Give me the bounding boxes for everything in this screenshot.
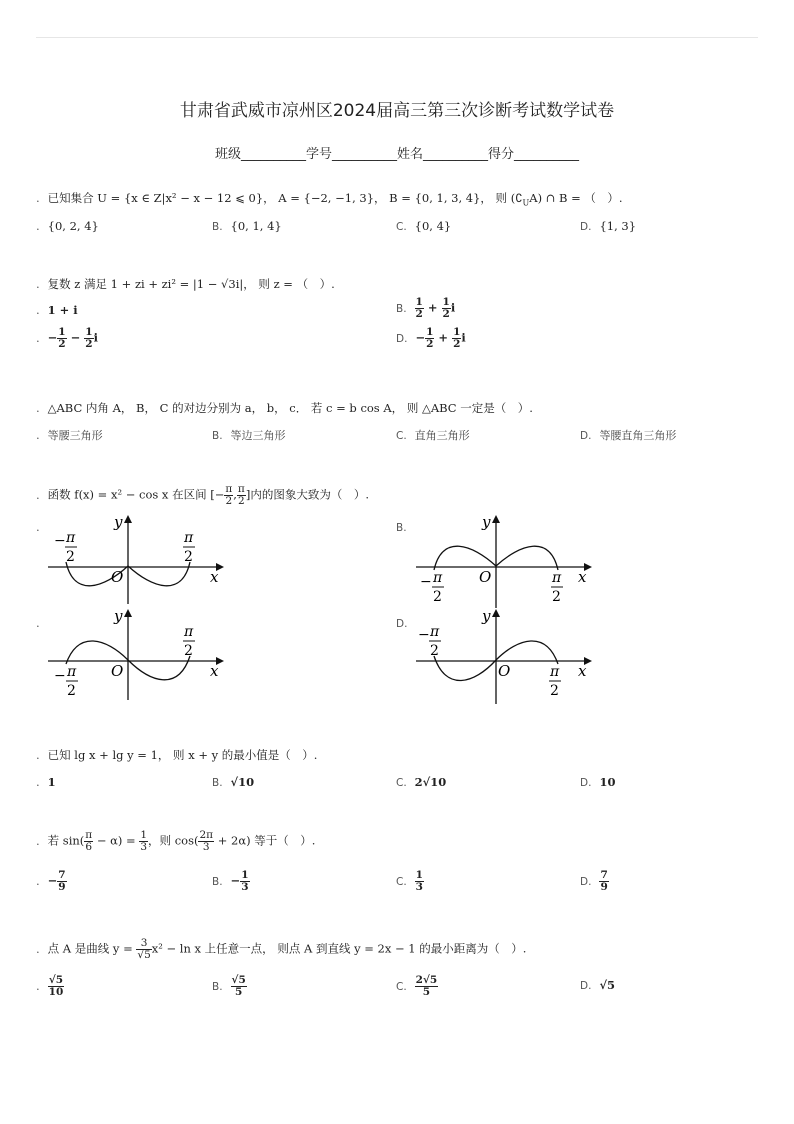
numerator: π [237,483,245,495]
q6-option-c[interactable] [396,870,424,893]
option-label: . [36,873,40,888]
denominator: 2 [225,495,233,508]
q6-option-b[interactable] [212,870,250,893]
option-label: . [36,330,40,345]
numerator: 1 [415,869,423,881]
denominator: 9 [58,881,66,894]
question-3-stem [36,400,533,416]
tick-numerator: π [550,664,560,680]
tick-denominator: 2 [66,549,75,565]
q7-option-a[interactable] [36,975,64,998]
q2-option-c[interactable] [36,327,98,350]
x-axis-label: x [578,662,587,680]
option-label: D. [396,332,408,345]
numerator: 3 [136,938,151,950]
option-text: {0, 4} [414,219,452,233]
option-text: √5 [599,978,615,992]
minus-sign: − [54,668,66,684]
fraction [224,484,233,507]
comma: , [233,487,237,502]
q5-stem-text: 已知 lg x + lg y = 1， 则 x + y 的最小值是（ ）. [47,748,318,762]
fraction [84,830,93,853]
q6-option-d[interactable] [580,870,609,893]
x-axis-label: x [210,662,219,680]
option-text: {0, 2, 4} [47,219,99,233]
q5-option-b[interactable] [212,775,254,789]
option-label: C. [396,875,407,888]
q3-option-d[interactable] [580,427,676,443]
q5-option-d[interactable] [580,775,615,789]
q6-stem-text-b: − α) = [96,833,136,848]
numerator: 7 [600,869,608,881]
numerator: 1 [453,326,461,338]
q4-option-b-graph[interactable] [412,512,602,608]
denominator: 6 [85,841,93,854]
q6-stem-text-a: 若 sin( [47,833,85,848]
fraction [84,327,93,350]
tick-numerator: π [67,664,77,680]
q2-option-b[interactable] [396,297,455,320]
operator: + [427,300,438,315]
question-marker: . [36,401,40,415]
id-blank: __________ [332,147,397,162]
minus-sign: − [47,873,58,888]
option-text: 等腰三角形 [47,429,103,442]
y-axis-label: y [114,607,123,625]
option-text: 2√10 [414,775,447,789]
option-text: {1, 3} [599,219,637,233]
question-marker: . [36,941,40,956]
q7-stem-text-b: x² − ln x 上任意一点， 则点 A 到直线 y = 2x − 1 的最小距离为（ ）. [151,941,527,956]
numerator: 1 [415,296,423,308]
minus-sign: − [415,330,426,345]
class-blank: __________ [240,147,306,162]
origin-label: O [498,662,511,680]
question-7-stem [36,938,526,961]
y-axis-arrow [492,515,500,523]
q6-stem-text-d: + 2α) 等于（ ）. [217,833,316,848]
operator: − [70,330,81,345]
name-blank: __________ [423,147,489,162]
q4-option-d-graph[interactable] [412,606,602,706]
minus-sign: − [420,574,432,590]
q5-option-a[interactable] [36,775,56,789]
fraction [240,870,249,893]
option-label: C. [396,980,407,993]
score-blank: __________ [514,147,580,162]
q3-option-b[interactable] [212,427,286,443]
q7-option-b[interactable] [212,975,247,998]
numerator: √5 [231,974,246,986]
q4-stem-text-a: 函数 f(x) = x² − cos x 在区间 [− [47,487,225,502]
tick-denominator: 2 [550,683,559,699]
option-text: √10 [230,775,255,789]
fraction [452,327,461,350]
denominator: √5 [137,949,151,962]
tick-numerator: π [430,624,440,640]
q5-option-c[interactable] [396,775,446,789]
tick-numerator: π [552,570,562,586]
denominator: 2 [442,308,450,321]
q2-stem-text: 复数 z 满足 1 + zi + zi² = |1 − √3i|， 则 z = （ ）. [47,277,335,291]
option-label: . [36,520,40,534]
option-text: 等腰直角三角形 [599,429,677,442]
denominator: 3 [241,881,249,894]
q3-option-c[interactable] [396,427,470,443]
question-marker: . [36,191,40,205]
q7-option-c[interactable] [396,975,438,998]
q7-stem-text-a: 点 A 是曲线 y = [47,941,133,956]
q1-option-c[interactable] [396,219,451,233]
denominator: 2 [58,338,66,351]
q4-option-a-graph[interactable] [44,512,234,608]
tick-denominator: 2 [184,549,193,565]
denominator: 5 [422,986,431,999]
imaginary-unit: i [461,330,466,345]
numerator: 1 [85,326,93,338]
option-text: {0, 1, 4} [230,219,282,233]
denominator: 5 [235,986,243,999]
numerator: π [85,829,93,841]
q1-stem-subscript: U [522,198,530,208]
tick-denominator: 2 [184,643,193,659]
question-6-stem [36,830,315,853]
option-text: 等边三角形 [230,429,286,442]
x-axis-label: x [578,568,587,586]
option-label: D. [580,875,592,888]
question-5-stem [36,747,317,763]
denominator: 2 [415,308,423,321]
y-axis-label: y [482,513,491,531]
fraction [425,327,434,350]
origin-label: O [111,568,124,586]
tick-numerator: π [433,570,443,586]
denominator: 2 [453,338,461,351]
option-label: C. [396,221,407,233]
option-label: . [36,219,40,233]
tick-denominator: 2 [67,683,76,699]
fraction [48,975,65,998]
numerator: 2π [199,829,214,841]
numerator: 1 [442,296,450,308]
option-label: B. [212,875,223,888]
q3-option-a[interactable] [36,427,103,443]
imaginary-unit: i [93,330,98,345]
fraction [231,975,247,998]
denominator: 3 [140,841,148,854]
x-axis-label: x [210,568,219,586]
fraction [599,870,608,893]
q2-option-d[interactable] [396,327,466,350]
tick-denominator: 2 [430,643,439,659]
name-label: 姓名 [397,147,424,162]
operator: + [438,330,449,345]
page-title: 甘肃省武威市凉州区2024届高三第三次诊断考试数学试卷 [179,101,615,121]
fraction [136,938,151,961]
fraction [415,297,424,320]
fraction [57,870,66,893]
option-label: . [36,428,40,442]
top-divider [36,37,758,38]
option-label: D. [580,430,592,442]
numerator: π [225,483,233,495]
question-1-stem [36,190,623,207]
numerator: 1 [140,829,148,841]
numerator: √5 [48,974,64,986]
option-label: D. [396,618,408,630]
tick-denominator: 2 [552,589,561,605]
minus-sign: − [54,533,66,549]
tick-denominator: 2 [433,589,442,605]
option-label: B. [212,430,223,442]
denominator: 2 [238,495,245,508]
denominator: 10 [48,986,64,999]
option-text: 直角三角形 [414,429,470,442]
denominator: 2 [426,338,434,351]
denominator: 3 [415,881,423,894]
numerator: 1 [241,869,249,881]
minus-sign: − [418,627,430,643]
fraction [237,484,246,507]
option-text: 1 [47,775,56,789]
option-text: 10 [599,775,616,789]
id-label: 学号 [305,147,332,162]
imaginary-unit: i [450,300,456,315]
numerator: 1 [426,326,434,338]
tick-numerator: π [184,530,194,546]
q1-stem-text-b: A) ∩ B = （ ）. [529,191,623,205]
tick-numerator: π [184,624,194,640]
option-label: D. [580,980,592,992]
q6-stem-text-c: ，则 cos( [148,833,199,848]
denominator: 3 [202,841,210,854]
numerator: 1 [58,326,66,338]
q1-option-b[interactable] [212,219,282,233]
question-marker: . [36,487,40,502]
fraction [198,830,214,853]
y-axis-label: y [482,607,491,625]
q3-stem-text: △ABC 内角 A， B， C 的对边分别为 a， b， c． 若 c = b cos A， 则 △ABC 一定是（ ）. [47,401,533,415]
numerator: 2√5 [415,974,438,986]
fraction [57,327,66,350]
denominator: 2 [85,338,93,351]
option-label: D. [580,777,592,789]
q1-stem-text-a: 已知集合 U = {x ∈ Z|x² − x − 12 ⩽ 0}， A = {−2, −1, 3}， B = {0, 1, 3, 4}， 则 (∁ [47,191,523,205]
option-label: . [36,303,40,317]
q1-option-a[interactable] [36,219,99,233]
option-label: B. [396,522,407,534]
option-label: C. [396,430,407,442]
q1-option-d[interactable] [580,219,636,233]
question-marker: . [36,748,40,762]
q6-option-a[interactable] [36,870,67,893]
question-4-stem [36,484,369,507]
option-label: C. [396,777,407,789]
option-label: B. [212,221,223,233]
q4-option-c-graph[interactable] [44,606,234,702]
option-label: . [36,616,40,630]
question-marker: . [36,833,40,848]
origin-label: O [111,662,124,680]
option-label: . [36,978,40,993]
q4-stem-text-b: ]内的图象大致为（ ）. [245,487,369,502]
numerator: 7 [58,869,66,881]
y-axis-arrow [124,609,132,617]
fraction [415,975,439,998]
fraction [442,297,451,320]
minus-sign: − [230,873,241,888]
minus-sign: − [47,330,58,345]
question-marker: . [36,277,40,291]
student-info-line [0,143,794,162]
score-label: 得分 [488,147,515,162]
fraction [415,870,424,893]
origin-label: O [479,568,492,586]
option-label: B. [212,980,223,993]
option-text: 1 + i [47,303,78,317]
tick-numerator: π [66,530,76,546]
q2-option-a[interactable] [36,303,78,317]
q7-option-d[interactable] [580,978,615,992]
fraction [139,830,148,853]
class-label: 班级 [214,147,241,162]
option-label: . [36,775,40,789]
y-axis-label: y [114,513,123,531]
denominator: 9 [600,881,608,894]
y-axis-arrow [492,609,500,617]
option-label: B. [396,302,407,315]
question-2-stem [36,276,335,292]
option-label: B. [212,777,223,789]
option-label: D. [580,221,592,233]
y-axis-arrow [124,515,132,523]
